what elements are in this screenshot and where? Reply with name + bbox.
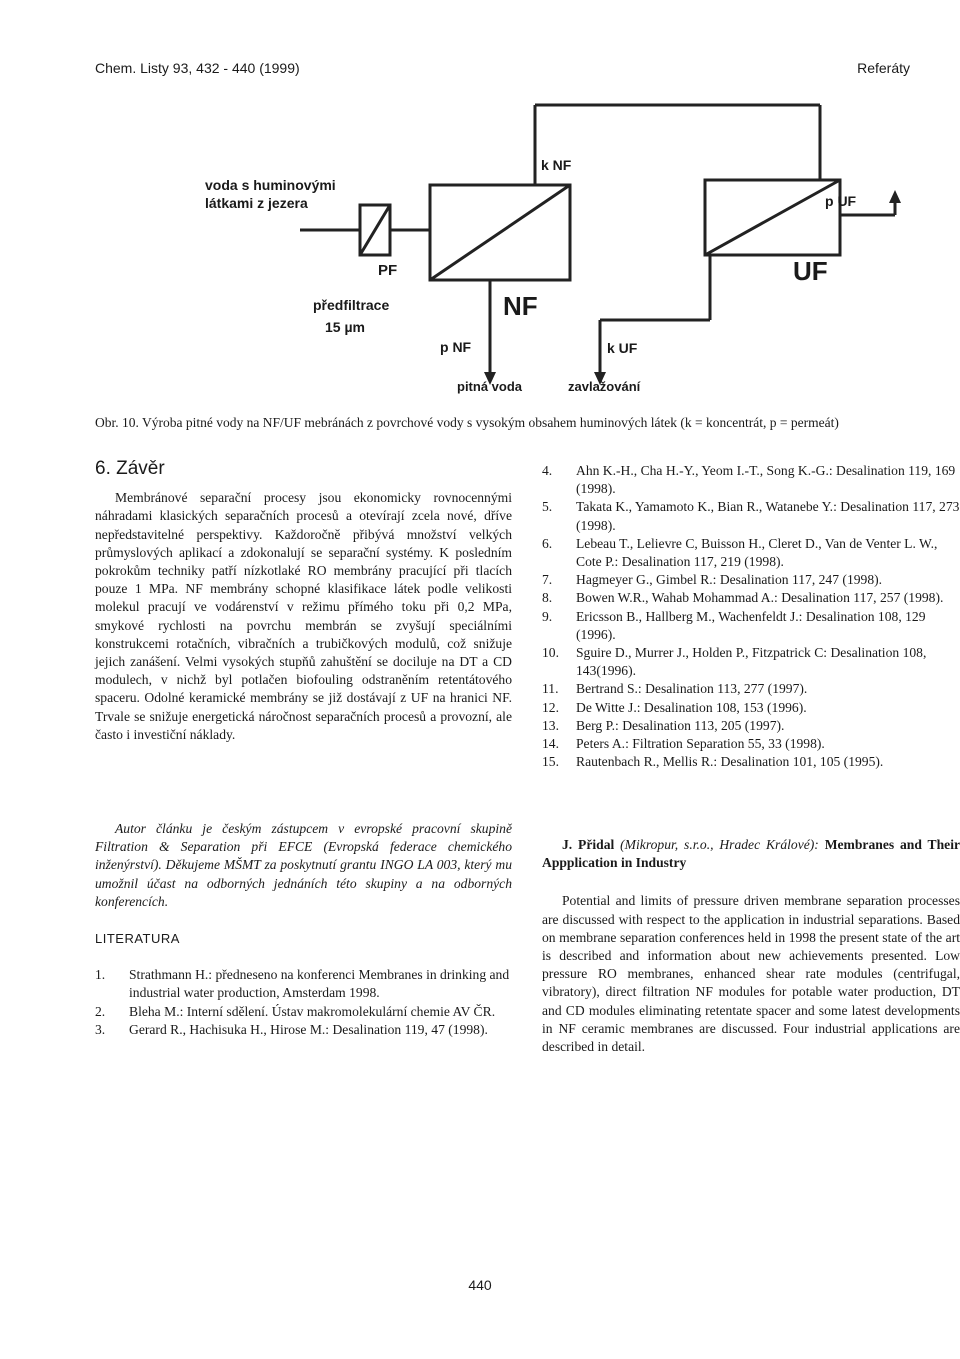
knf-label: k NF <box>541 157 572 173</box>
reference-item <box>542 535 960 571</box>
reference-item <box>542 608 960 644</box>
reference-item <box>542 571 960 589</box>
reference-text: Hagmeyer G., Gimbel R.: Desalination 117, 247 (1998). <box>576 572 883 588</box>
english-abstract <box>542 836 960 1056</box>
reference-list-left <box>95 966 512 1039</box>
source-label-line2: látkami z jezera <box>205 195 308 211</box>
reference-item <box>542 644 960 680</box>
reference-number: 13. <box>542 717 559 733</box>
reference-item <box>542 753 960 771</box>
abstract-title-line <box>542 836 960 872</box>
acknowledgement: Autor článku je českým zástupcem v evropské pracovní skupině Filtration & Separation při EFCE (Evropská federace chemického inženýrství). Děkujeme MŠMT za poskytnutí grantu INGO LA 003, který mu umožnil účast na odborných jednáních této skupiny a na odborných konferencích. <box>95 821 512 909</box>
reference-item <box>95 1021 512 1039</box>
reference-number: 10. <box>542 645 559 661</box>
reference-text: Ericsson B., Hallberg M., Wachenfeldt J.: Desalination 108, 129 (1996). <box>576 608 926 642</box>
reference-number: 7. <box>542 572 553 588</box>
reference-number: 11. <box>542 681 559 697</box>
reference-item <box>542 680 960 698</box>
reference-item <box>542 589 960 607</box>
process-flow-diagram <box>95 90 940 400</box>
reference-number: 3. <box>95 1021 106 1037</box>
prefilter-size: 15 µm <box>325 319 365 335</box>
section-label: Referáty <box>857 60 910 76</box>
reference-item <box>95 1003 512 1021</box>
reference-text: Takata K., Yamamoto K., Bian R., Watanebe Y.: Desalination 117, 273 (1998). <box>576 499 960 533</box>
right-column <box>542 462 960 771</box>
reference-text: Berg P.: Desalination 113, 205 (1997). <box>576 717 785 733</box>
reference-number: 8. <box>542 590 553 606</box>
acknowledgement-block <box>95 820 512 911</box>
reference-number: 15. <box>542 754 559 770</box>
puf-label: p UF <box>825 193 857 209</box>
pnf-label: p NF <box>440 339 472 355</box>
abstract-affiliation: (Mikropur, s.r.o., Hradec Králové): <box>620 837 819 852</box>
abstract-text: Potential and limits of pressure driven membrane separation processes are discussed with respect to the application in industrial separations. Based on membrane separation conferences held in 1998 the present state of the art is described and information about new achievements presented. Low pressure RO membranes, enhanced shear rate modules (centrifugal, vibratory), direct filtration NF modules for potable water production, DT and CD modules eliminating retentate spacer and some latest developments in NF ceramic membranes are discussed. Four industrial applications are described in detail. <box>542 893 960 1055</box>
conclusion-paragraph: Membránové separační procesy jsou ekonomicky rovnocennými náhradami klasických separačních procesů a otevírají zcela nové, dříve nepředstavitelné perspektivy. Každoročně přibývá množství velkých průmyslových aplikací a zdokonalují se separační systémy. K posledním pokrokům techniky patří nízkotlaké RO membrány pracující při tlacích pouze 1 MPa. NF membrány schopné klasifikace látek podle velikosti molekul pracují ve vodárenství v režimu přímého toku při 0,2 MPa, smykové rychlosti na povrchu membrán se zvyšují speciálními konstrukcemi rotačních, vibračních a trubičkových modulů, což snižuje jejich zanášení. Velmi vysokých stupňů zahuštění se dociluje na DT a CD modulech, v nichž byl potlačen biofouling odstraněním retentátového spaceru. Odolné keramické membrány se již dostávají z UF na hranici NF. Trvale se snižuje energetická náročnost separačních procesů a provozní, ale často i investiční náklady. <box>95 490 512 742</box>
prefilter-label: předfiltrace <box>313 297 390 313</box>
page-number: 440 <box>468 1277 492 1293</box>
reference-text: Bleha M.: Interní sdělení. Ústav makromolekulární chemie AV ČR. <box>129 1003 496 1019</box>
reference-text: De Witte J.: Desalination 108, 153 (1996). <box>576 699 807 715</box>
reference-text: Sguire D., Murrer J., Holden P., Fitzpatrick C: Desalination 108, 143(1996). <box>576 645 927 679</box>
irrigation-label: zavlažování <box>568 379 641 394</box>
reference-text: Ahn K.-H., Cha H.-Y., Yeom I.-T., Song K.-G.: Desalination 119, 169 (1998). <box>576 463 956 497</box>
reference-number: 2. <box>95 1003 106 1019</box>
reference-text: Bowen W.R., Wahab Mohammad A.: Desalination 117, 257 (1998). <box>576 590 944 606</box>
reference-item <box>95 966 512 1002</box>
reference-list-right <box>542 462 960 771</box>
abstract-title: Membranes and Their Appplication in Industry <box>542 837 960 871</box>
reference-item <box>542 498 960 534</box>
figure-caption: Obr. 10. Výroba pitné vody na NF/UF mebránách z povrchové vody s vysokým obsahem huminových látek (k = koncentrát, p = permeát) <box>95 415 839 430</box>
reference-item <box>542 717 960 735</box>
kuf-label: k UF <box>607 340 638 356</box>
reference-number: 1. <box>95 967 106 983</box>
abstract-author: J. Přidal <box>562 837 615 852</box>
uf-label: UF <box>793 256 828 286</box>
reference-text: Rautenbach R., Mellis R.: Desalination 101, 105 (1995). <box>576 754 884 770</box>
reference-text: Strathmann H.: předneseno na konferenci Membranes in drinking and industrial water production, Amsterdam 1998. <box>129 967 510 1001</box>
reference-item <box>542 699 960 717</box>
reference-number: 4. <box>542 463 553 478</box>
reference-number: 6. <box>542 535 553 551</box>
reference-text: Gerard R., Hachisuka H., Hirose M.: Desalination 119, 47 (1998). <box>129 1021 488 1037</box>
drinking-water-label: pitná voda <box>457 379 523 394</box>
reference-item <box>542 462 960 498</box>
source-label-line1: voda s huminovými <box>205 177 336 193</box>
conclusion-heading: 6. Závěr <box>95 458 165 479</box>
pf-label: PF <box>378 262 398 279</box>
reference-text: Lebeau T., Lelievre C, Buisson H., Cleret D., Van de Venter L. W., Cote P.: Desalination 117, 219 (1998). <box>576 535 938 570</box>
reference-number: 5. <box>542 499 553 515</box>
literature-heading: LITERATURA <box>95 931 180 946</box>
reference-item <box>542 735 960 753</box>
nf-label: NF <box>503 291 538 321</box>
reference-number: 9. <box>542 608 553 624</box>
reference-number: 12. <box>542 699 559 715</box>
left-column <box>95 460 512 744</box>
journal-citation: Chem. Listy 93, 432 - 440 (1999) <box>95 60 300 76</box>
literature-block <box>95 930 512 1039</box>
reference-number: 14. <box>542 736 559 752</box>
reference-text: Bertrand S.: Desalination 113, 277 (1997). <box>576 681 808 697</box>
reference-text: Peters A.: Filtration Separation 55, 33 (1998). <box>576 736 825 752</box>
